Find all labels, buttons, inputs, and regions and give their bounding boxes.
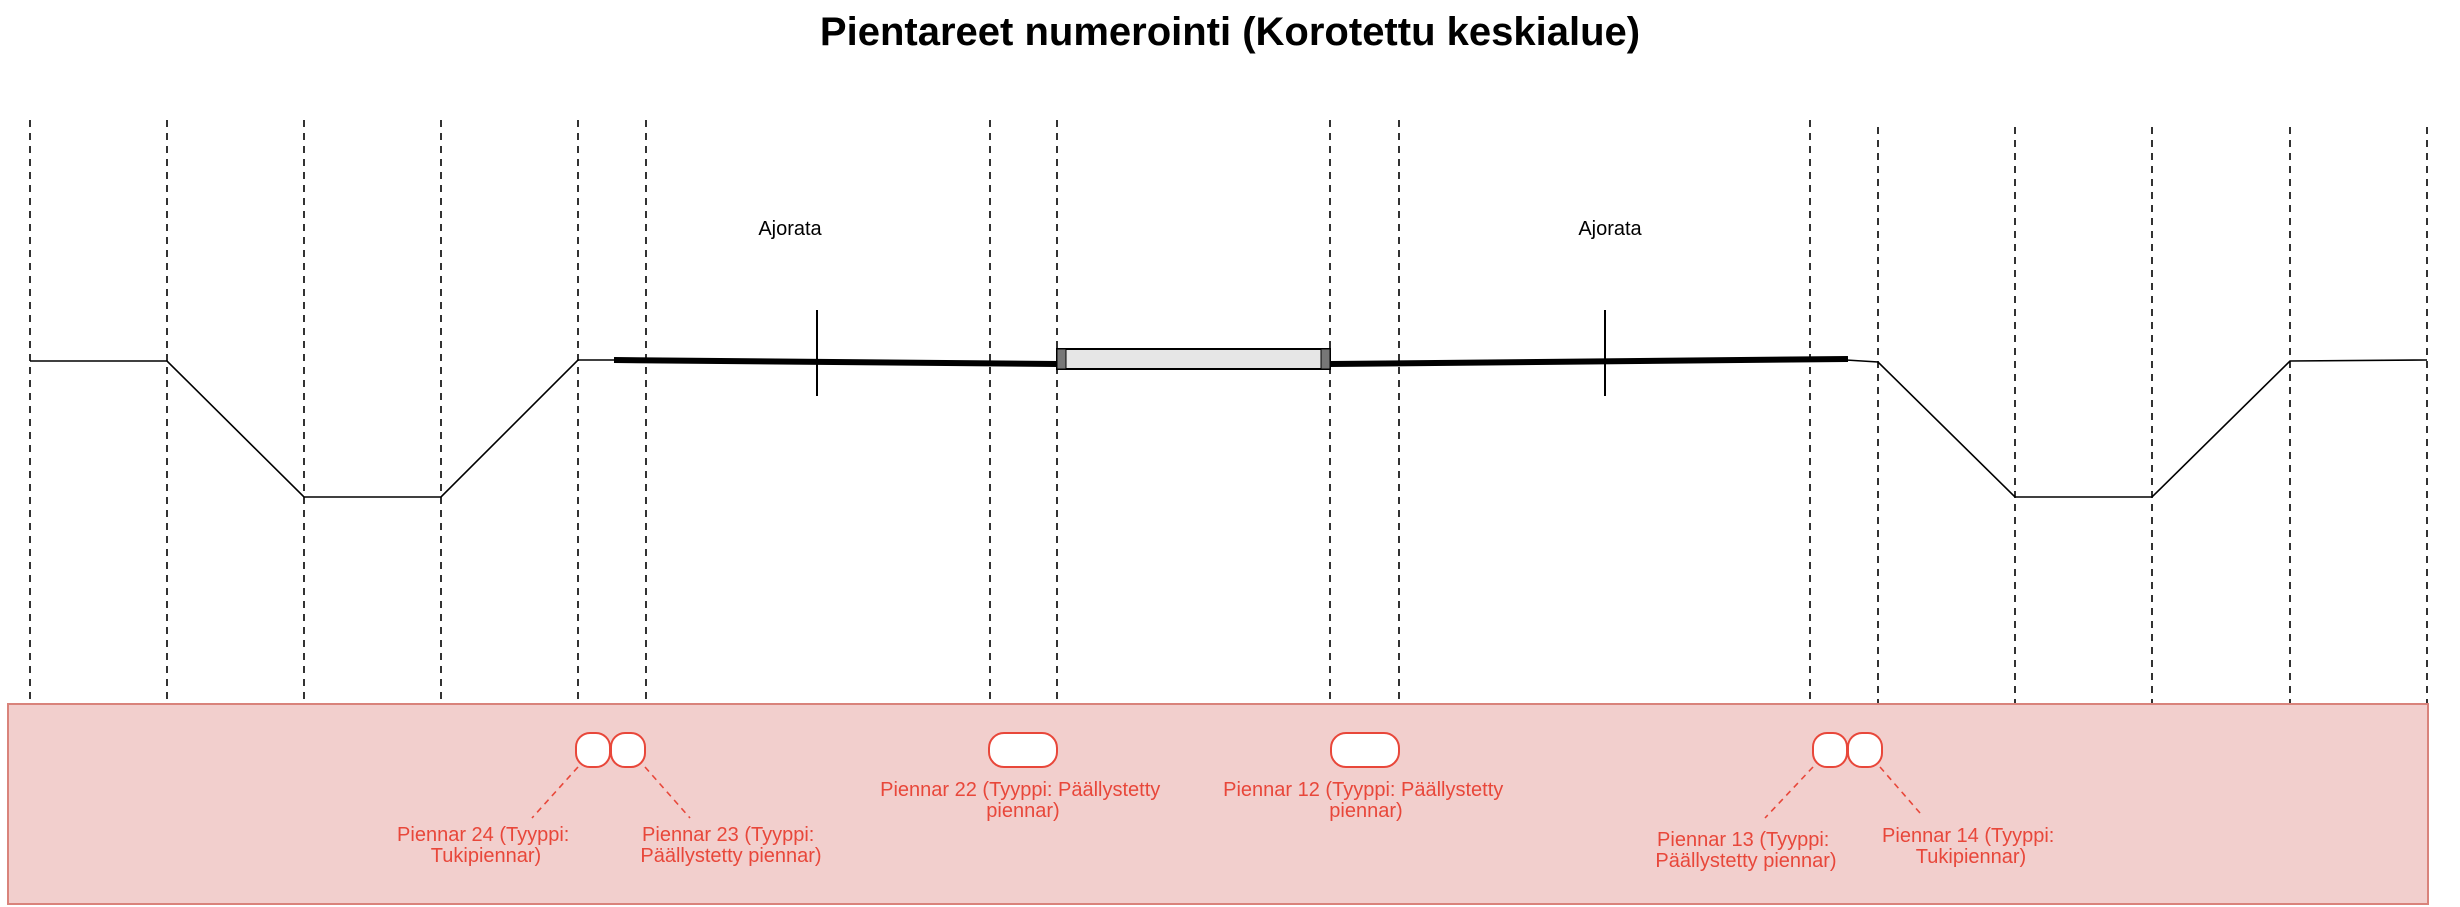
shoulder-label-14-line1: Piennar 14 (Tyyppi: [1882,825,2055,847]
shoulder-label-12-line2: piennar) [1329,800,1403,822]
shoulder-marker-22[interactable] [989,733,1057,767]
shoulder-marker-13[interactable] [1813,733,1847,767]
shoulder-label-23-line1: Piennar 23 (Tyyppi: [642,824,815,846]
shoulder-panel [8,704,2428,904]
shoulder-label-23 [640,824,821,867]
shoulder-marker-14[interactable] [1848,733,1882,767]
section-lines [30,120,2427,708]
shoulder-marker-23[interactable] [611,733,645,767]
median-curb-left [1057,349,1066,369]
ground-profile-left [30,360,615,497]
ground-profile-right [1846,360,2427,497]
lane-label-left: Ajorata [758,218,822,240]
shoulder-label-22-line2: piennar) [986,800,1060,822]
shoulder-label-13-line2: Päällystetty piennar) [1655,850,1837,872]
shoulder-label-13-line1: Piennar 13 (Tyyppi: [1657,829,1830,851]
median-curb-right [1321,349,1330,369]
shoulder-label-14-line2: Tukipiennar) [1915,846,2027,868]
median-body [1057,349,1330,369]
lane-label-right: Ajorata [1578,218,1642,240]
raised-median [1057,349,1330,369]
diagram-title: Pientareet numerointi (Korotettu keskialue) [819,10,1641,54]
shoulder-marker-12[interactable] [1331,733,1399,767]
shoulder-label-23-line2: Päällystetty piennar) [640,845,822,867]
shoulder-label-22-line1: Piennar 22 (Tyyppi: Päällystetty [880,779,1161,801]
shoulder-label-24-line2: Tukipiennar) [430,845,542,867]
shoulder-label-24-line1: Piennar 24 (Tyyppi: [397,824,570,846]
shoulder-marker-24[interactable] [576,733,610,767]
carriageway-right [1330,359,1848,364]
shoulder-label-12-line1: Piennar 12 (Tyyppi: Päällystetty [1223,779,1504,801]
carriageway-left [614,360,1057,364]
shoulder-label-13 [1655,829,1836,872]
